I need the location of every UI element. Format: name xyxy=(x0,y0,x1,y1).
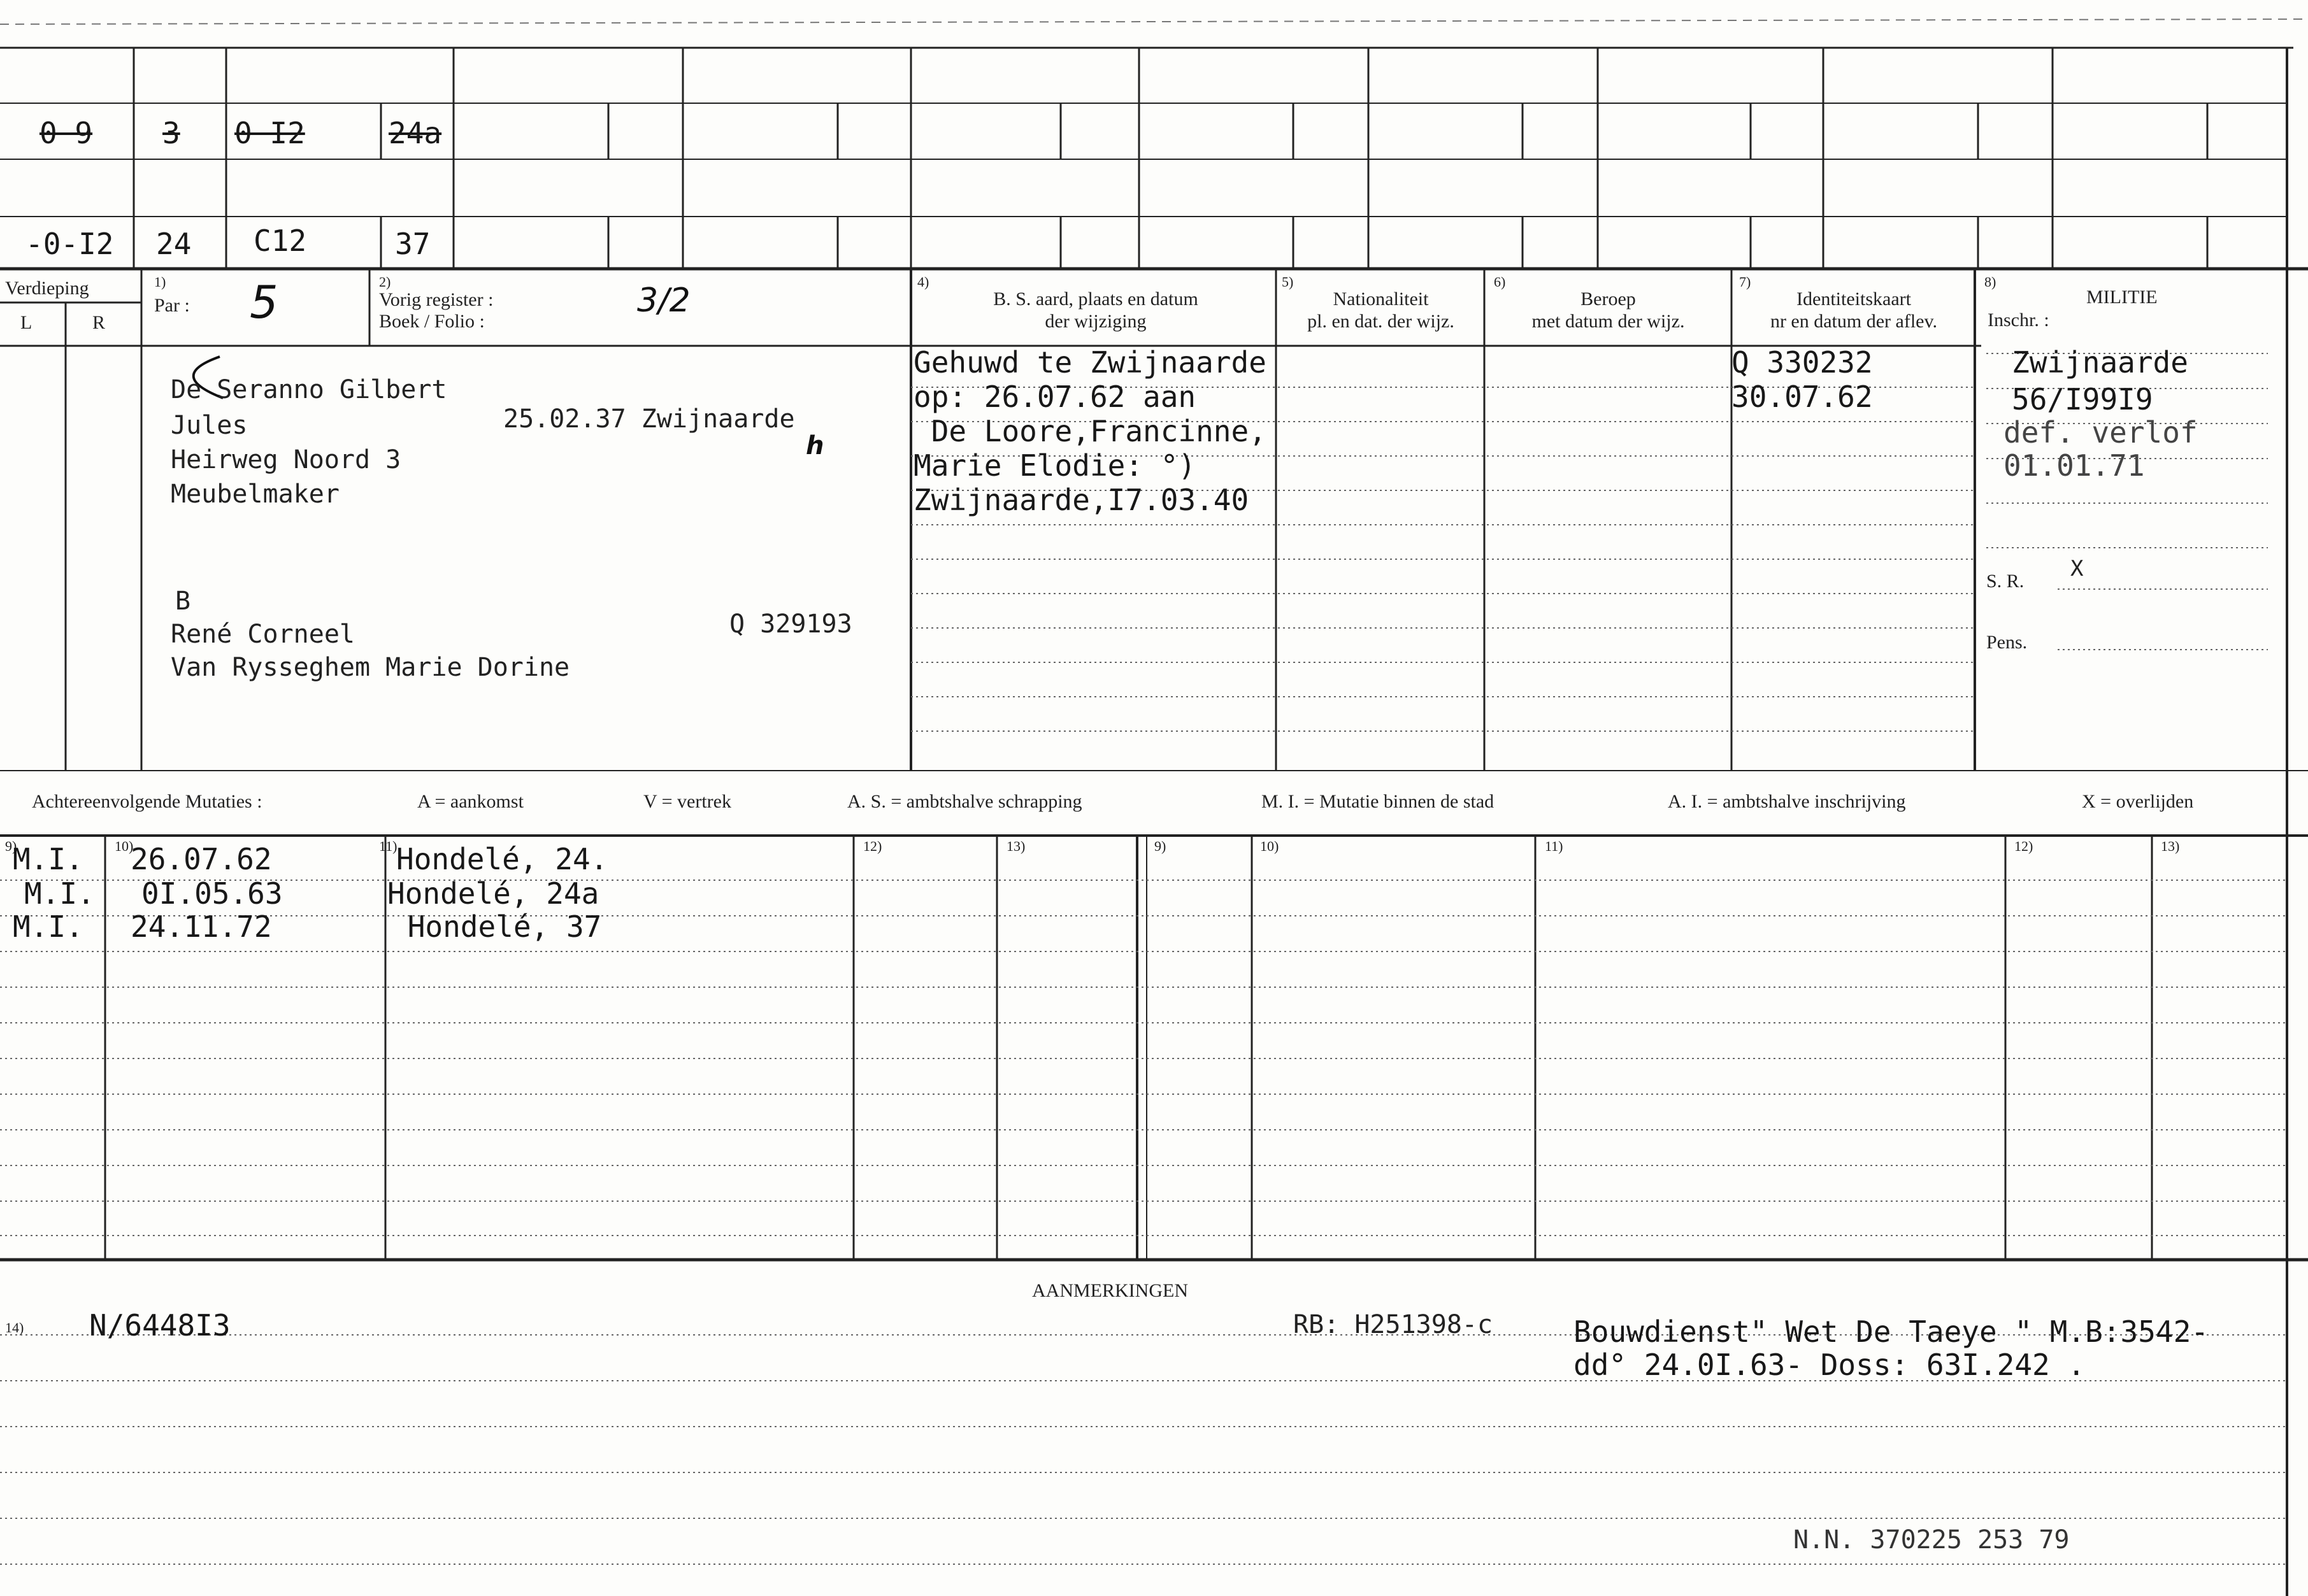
mutation-3-date: 24.11.72 xyxy=(131,909,272,944)
col-num-5: 5) xyxy=(1282,274,1294,290)
person-name-line1: De Seranno Gilbert xyxy=(171,375,447,404)
col-num-11: 11) xyxy=(379,838,398,854)
sr-label: S. R. xyxy=(1986,571,2025,592)
mutation-2-address: Hondelé, 24a xyxy=(387,876,599,911)
mutation-1-type: M.I. xyxy=(13,842,83,876)
mutation-3-address: Hondelé, 37 xyxy=(390,909,602,944)
floor-r-label: R xyxy=(92,312,106,333)
aanmerkingen-title: AANMERKINGEN xyxy=(1032,1280,1188,1301)
mother-name: Van Rysseghem Marie Dorine xyxy=(171,653,570,682)
par-label: Par : xyxy=(154,295,190,316)
col-num-9: 9) xyxy=(5,838,17,854)
legend-schrapping: A. S. = ambtshalve schrapping xyxy=(847,791,1082,812)
register-row1-a: 0 9 xyxy=(39,116,93,150)
militie-date: 01.01.71 xyxy=(2003,448,2145,483)
verdieping-label: Verdieping xyxy=(5,278,89,299)
inschr-label: Inschr. : xyxy=(1988,310,2049,331)
bs-header-line2: der wijziging xyxy=(1045,311,1147,332)
militie-label: MILITIE xyxy=(2086,287,2158,308)
bs-entry-1: Gehuwd te Zwijnaarde xyxy=(914,345,1266,380)
col-num-1: 1) xyxy=(154,274,166,290)
mutation-1-address: Hondelé, 24. xyxy=(396,842,608,876)
bs-entry-4: Marie Elodie: °) xyxy=(914,448,1196,483)
aanmerkingen-bouwdienst: Bouwdienst" Wet De Taeye " M.B:3542- xyxy=(1573,1315,2209,1349)
pens-label: Pens. xyxy=(1986,632,2028,653)
beroep-line2: met datum der wijz. xyxy=(1531,311,1685,332)
floor-l-label: L xyxy=(20,312,32,333)
id-card-date: 30.07.62 xyxy=(1731,380,1873,414)
col-num-13b: 13) xyxy=(2161,838,2180,854)
bs-entry-2: op: 26.07.62 aan xyxy=(914,380,1196,414)
person-occupation: Meubelmaker xyxy=(171,480,340,509)
boek-folio-label: Boek / Folio : xyxy=(379,311,485,332)
person-mark: h xyxy=(806,431,824,460)
col-num-9b: 9) xyxy=(1154,838,1166,854)
col-num-10b: 10) xyxy=(1260,838,1279,854)
col-num-12b: 12) xyxy=(2014,838,2033,854)
legend-overlijden: X = overlijden xyxy=(2082,791,2194,812)
register-row2-d: 37 xyxy=(395,227,431,261)
id-card-number: Q 330232 xyxy=(1731,345,1873,380)
person-name-line2: Jules xyxy=(171,411,248,440)
col-num-8: 8) xyxy=(1984,274,1996,290)
register-row2-a: -0-I2 xyxy=(25,227,114,261)
national-number: N.N. 370225 253 79 xyxy=(1793,1525,2070,1555)
col-num-11b: 11) xyxy=(1545,838,1563,854)
vorig-register-label: Vorig register : xyxy=(379,289,494,310)
par-value: 5 xyxy=(250,276,278,329)
mutation-2-date: 0I.05.63 xyxy=(141,876,283,911)
register-row2-b: 24 xyxy=(156,227,192,261)
register-row2-c: C12 xyxy=(254,224,307,258)
beroep-line1: Beroep xyxy=(1580,289,1636,310)
militie-number: 56/I99I9 xyxy=(2012,382,2153,417)
register-row1-c: 0 I2 xyxy=(234,116,305,150)
father-name: René Corneel xyxy=(171,620,355,649)
bs-header-line1: B. S. aard, plaats en datum xyxy=(993,289,1198,310)
bs-entry-5: Zwijnaarde,I7.03.40 xyxy=(914,483,1249,517)
aanmerkingen-n-number: N/6448I3 xyxy=(89,1308,231,1343)
identiteit-line1: Identiteitskaart xyxy=(1796,289,1911,310)
mutation-1-date: 26.07.62 xyxy=(131,842,272,876)
aanmerkingen-dd: dd° 24.0I.63- Doss: 63I.242 . xyxy=(1573,1348,2086,1382)
person-address: Heirweg Noord 3 xyxy=(171,445,401,474)
identiteit-line2: nr en datum der aflev. xyxy=(1770,311,1938,332)
col-num-12: 12) xyxy=(863,838,882,854)
person-b: B xyxy=(175,587,191,616)
register-row1-b: 3 xyxy=(162,116,180,150)
vorig-register-value: 3/2 xyxy=(637,281,691,320)
mutation-3-type: M.I. xyxy=(13,909,83,944)
militie-place: Zwijnaarde xyxy=(2012,345,2188,380)
nationaliteit-line2: pl. en dat. der wijz. xyxy=(1307,311,1454,332)
aanmerkingen-rb: RB: H251398-c xyxy=(1293,1310,1493,1339)
militie-status: def. verlof xyxy=(2003,415,2198,450)
col-num-4: 4) xyxy=(917,274,929,290)
col-num-10: 10) xyxy=(115,838,134,854)
mutation-2-type: M.I. xyxy=(24,876,95,911)
person-id: Q 329193 xyxy=(729,609,852,639)
sr-value: X xyxy=(2070,556,2084,581)
col-num-13: 13) xyxy=(1007,838,1026,854)
person-birth: 25.02.37 Zwijnaarde xyxy=(503,404,795,434)
nationaliteit-line1: Nationaliteit xyxy=(1333,289,1429,310)
legend-vertrek: V = vertrek xyxy=(643,791,731,812)
col-num-7: 7) xyxy=(1739,274,1751,290)
legend-mutatie: M. I. = Mutatie binnen de stad xyxy=(1261,791,1494,812)
col-num-6: 6) xyxy=(1494,274,1506,290)
col-num-14: 14) xyxy=(5,1320,24,1336)
register-row1-d: 24a xyxy=(389,116,442,150)
mutaties-label: Achtereenvolgende Mutaties : xyxy=(32,791,262,812)
bs-entry-3: De Loore,Francinne, xyxy=(914,414,1266,448)
legend-aankomst: A = aankomst xyxy=(417,791,524,812)
legend-inschrijving: A. I. = ambtshalve inschrijving xyxy=(1668,791,1906,812)
col-num-2: 2) xyxy=(379,274,391,290)
